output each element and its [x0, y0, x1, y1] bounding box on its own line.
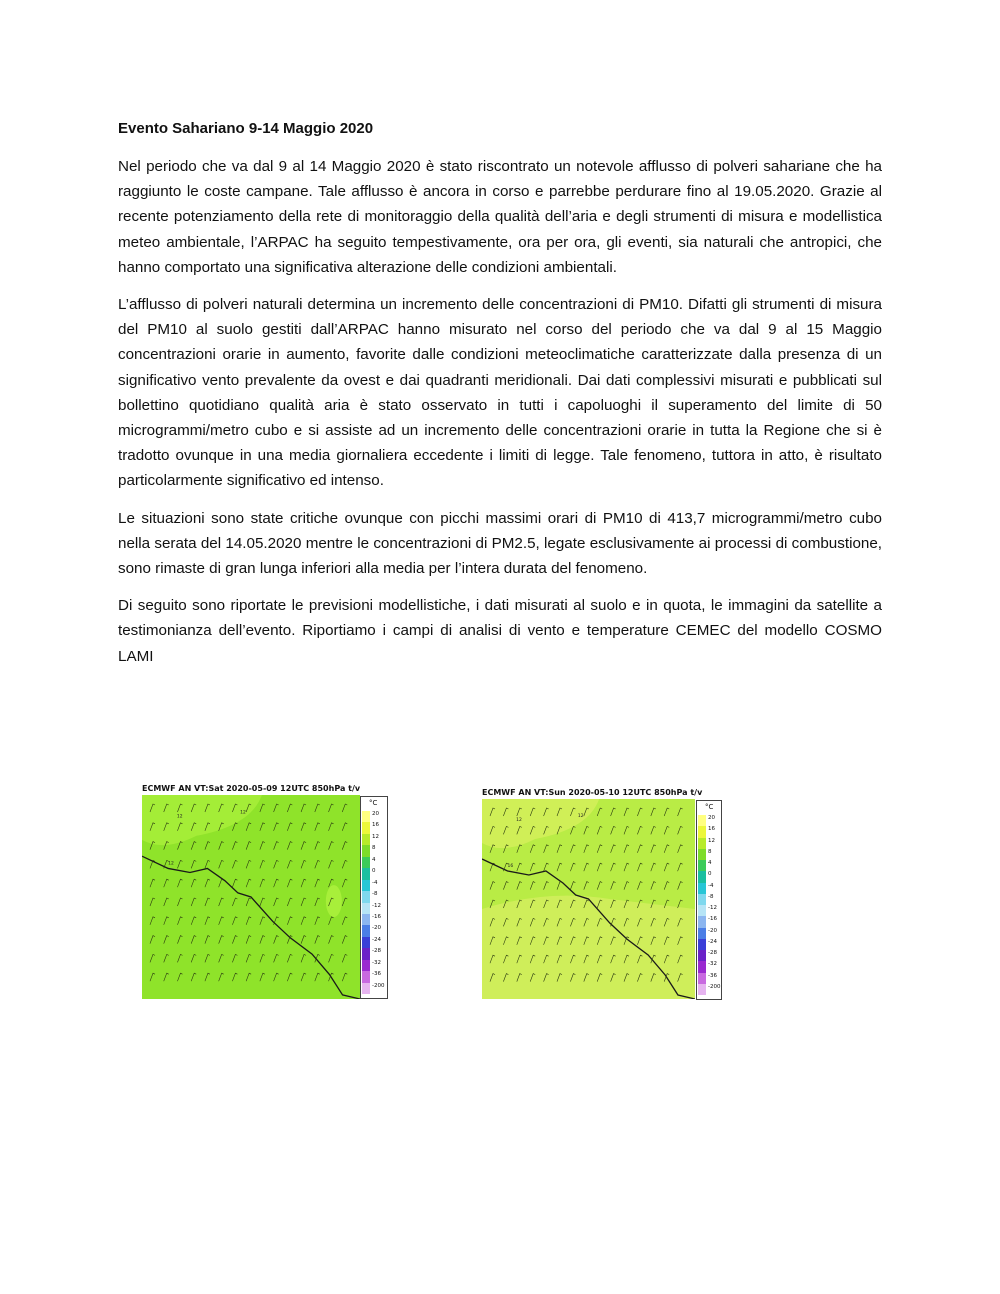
scale-label: -8 — [372, 891, 378, 898]
paragraph-models: Di seguito sono riportate le previsioni modellistiche, i dati misurati al suolo e in quota, le immagini da satellite a testimonianza dell’evento. Riportiamo i campi di analisi di vento e temperature CEMEC del modello COSMO LAMI — [118, 597, 882, 665]
scale-label: -32 — [372, 959, 381, 966]
figure-title: ECMWF AN VT:Sun 2020-05-10 12UTC 850hPa t/v — [482, 788, 703, 797]
scale-label: -20 — [372, 925, 381, 932]
scale-unit: °C — [369, 799, 378, 807]
contour-label: 12 — [577, 814, 584, 819]
scale-label: 8 — [708, 848, 712, 855]
scale-label: -12 — [708, 905, 717, 911]
scale-label: -24 — [708, 938, 717, 945]
scale-label: 4 — [708, 860, 712, 866]
scale-swatch — [362, 880, 370, 891]
scale-label: 12 — [708, 837, 715, 844]
scale-swatch — [362, 845, 370, 856]
scale-swatch — [698, 883, 706, 894]
scale-label: -20 — [708, 927, 717, 934]
figure-title: ECMWF AN VT:Sat 2020-05-09 12UTC 850hPa t/v — [142, 784, 361, 793]
weather-map — [482, 799, 695, 999]
scale-swatch — [362, 834, 370, 845]
warm-zone — [326, 885, 342, 917]
scale-unit: °C — [705, 803, 714, 811]
scale-swatch — [698, 950, 706, 961]
paragraph-peaks: Le situazioni sono state critiche ovunque con picchi massimi orari di PM10 di 413,7 microgrammi/metro cubo nella serata del 14.05.2020 mentre le concentrazioni di PM2.5, legate esclusivamente ai processi di combustione, sono rimaste di gran lunga inferiori alla media per l’intera durata del fenomeno. — [118, 509, 882, 578]
contour-label: 12 — [240, 810, 246, 816]
scale-swatch — [362, 914, 370, 925]
scale-label: -4 — [708, 882, 714, 889]
scale-swatch — [362, 983, 370, 994]
scale-label: -28 — [372, 948, 381, 955]
scale-swatch — [362, 925, 370, 936]
weather-map-figure-1 — [142, 784, 388, 1006]
scale-label: 16 — [372, 822, 379, 829]
scale-swatch — [362, 822, 370, 833]
scale-label: -32 — [708, 961, 717, 968]
contour-label: 16 — [507, 864, 514, 869]
contour-label: 12 — [516, 818, 522, 823]
scale-swatch — [698, 916, 706, 927]
scale-swatch — [362, 857, 370, 868]
color-scale — [696, 800, 722, 1000]
warm-zone — [482, 896, 695, 999]
scale-swatch — [698, 905, 706, 916]
weather-map-figure-2 — [482, 788, 722, 1008]
scale-swatch — [362, 903, 370, 914]
scale-swatch — [698, 871, 706, 882]
scale-label: 0 — [708, 871, 712, 878]
scale-label: -28 — [708, 950, 717, 956]
scale-label: 12 — [372, 833, 379, 840]
scale-swatch — [698, 984, 706, 995]
scale-label: -36 — [708, 972, 717, 979]
scale-label: 20 — [372, 811, 379, 817]
weather-map — [142, 795, 360, 999]
scale-label: -4 — [372, 879, 378, 886]
scale-swatch — [362, 937, 370, 948]
scale-swatch — [362, 811, 370, 822]
scale-label: 20 — [708, 815, 715, 821]
scale-label: 8 — [372, 845, 376, 852]
scale-label: -200 — [708, 983, 721, 990]
document — [118, 118, 882, 681]
scale-swatch — [362, 891, 370, 902]
scale-swatch — [698, 928, 706, 939]
scale-label: -16 — [708, 916, 717, 923]
scale-label: 16 — [708, 826, 715, 833]
paragraph-intro: Nel periodo che va dal 9 al 14 Maggio 2020 è stato riscontrato un notevole afflusso di polveri sahariane che ha raggiunto le coste campane. Tale afflusso è ancora in corso e parrebbe perdurare fino al 19.05.2020. Grazie al recente potenziamento della rete di monitoraggio della qualità dell’aria e degli strumenti di misura e modellistica meteo ambientale, l’ARPAC ha seguito tempestivamente, ora per ora, gli eventi, sia naturali che antropici, che hanno comportato una significativa alterazione delle condizioni ambientali. — [118, 158, 882, 276]
scale-label: -200 — [372, 982, 385, 989]
document-title: Evento Sahariano 9-14 Maggio 2020 — [118, 120, 374, 137]
scale-swatch — [698, 860, 706, 871]
scale-swatch — [698, 815, 706, 826]
paragraph-pm10: L’afflusso di polveri naturali determina un incremento delle concentrazioni di PM10. Difatti gli strumenti di misura del PM10 al suolo gestiti dall’ARPAC hanno misurato nel corso del periodo che va dal 9 al 15 Maggio concentrazioni orarie in aumento, favorite dalle condizioni meteoclimatiche caratterizzate dalla presenza di un significativo vento prevalente da ovest e dai quadranti meridionali. Dai dati complessivi misurati e pubblicati sul bollettino quotidiano qualità aria è stato osservato in tutti i capoluoghi il superamento del limite di 50 microgrammi/metro cubo e si assiste ad un incremento delle concentrazioni orarie in tutta la Regione che si è tradotto ovunque in una media giornaliera eccedente i limiti di legge. Tale fenomeno, tuttora in atto, è risultato particolarmente significativo ed intenso. — [118, 296, 882, 490]
scale-label: -16 — [372, 913, 381, 920]
scale-swatch — [698, 826, 706, 837]
scale-swatch — [698, 838, 706, 849]
scale-swatch — [698, 961, 706, 972]
scale-swatch — [698, 849, 706, 860]
scale-label: -12 — [372, 902, 381, 909]
scale-swatch — [362, 948, 370, 959]
scale-label: -8 — [708, 893, 714, 900]
contour-label: 12 — [168, 861, 174, 867]
scale-label: 4 — [372, 856, 376, 863]
scale-swatch — [362, 960, 370, 971]
color-scale — [360, 796, 388, 999]
scale-swatch — [362, 971, 370, 982]
scale-swatch — [698, 939, 706, 950]
scale-label: -24 — [372, 936, 381, 943]
scale-label: -36 — [372, 971, 381, 978]
scale-swatch — [362, 868, 370, 879]
scale-label: 0 — [372, 868, 376, 875]
scale-swatch — [698, 894, 706, 905]
contour-label: 12 — [176, 814, 183, 820]
scale-swatch — [698, 973, 706, 984]
